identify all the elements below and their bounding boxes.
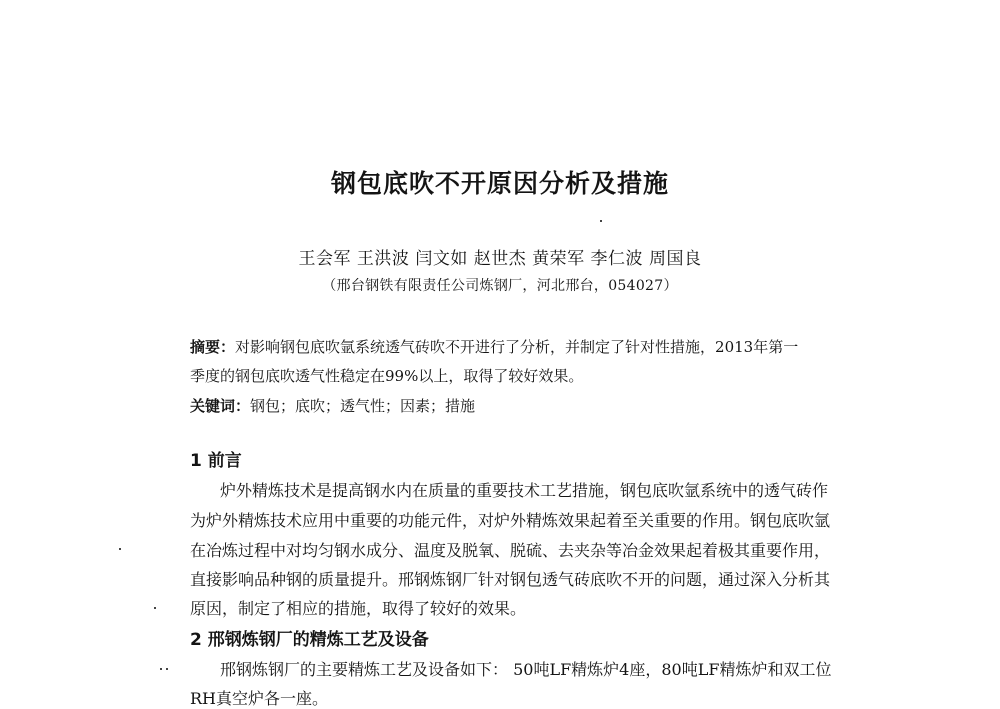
section-1-line: 为炉外精炼技术应用中重要的功能元件，对炉外精炼效果起着至关重要的作用。钢包底吹氩 <box>190 511 831 530</box>
section-1-line: 直接影响品种钢的质量提升。邢钢炼钢厂针对钢包透气砖底吹不开的问题，通过深入分析其 <box>190 570 831 589</box>
abstract-line-2: 季度的钢包底吹透气性稳定在99%以上，取得了较好效果。 <box>190 367 584 385</box>
section-1-line: 炉外精炼技术是提高钢水内在质量的重要技术工艺措施，钢包底吹氩系统中的透气砖作 <box>220 481 829 500</box>
scan-speck <box>154 607 156 609</box>
paper-title: 钢包底吹不开原因分析及措施 <box>330 169 669 198</box>
section-1-line: 原因，制定了相应的措施，取得了较好的效果。 <box>190 599 527 618</box>
section-1-line: 在冶炼过程中对均匀钢水成分、温度及脱氧、脱硫、去夹杂等冶金效果起着极其重要作用， <box>190 541 831 560</box>
section-2-heading: 2 邢钢炼钢厂的精炼工艺及设备 <box>190 630 429 650</box>
scan-speck <box>166 668 168 670</box>
scan-speck <box>600 220 602 222</box>
scan-speck <box>119 548 121 550</box>
keywords-text: 钢包；底吹；透气性；因素；措施 <box>250 397 476 415</box>
keywords-label: 关键词： <box>190 397 251 415</box>
abstract-text-1: 对影响钢包底吹氩系统透气砖吹不开进行了分析，并制定了针对性措施，2013年第一 <box>235 338 799 356</box>
section-2-line: 邢钢炼钢厂的主要精炼工艺及设备如下： 50吨LF精炼炉4座，80吨LF精炼炉和双工位 <box>220 660 832 679</box>
abstract-label: 摘要： <box>190 338 236 356</box>
section-2-line: RH真空炉各一座。 <box>190 689 329 708</box>
author-list: 王会军 王洪波 闫文如 赵世杰 黄荣军 李仁波 周国良 <box>298 249 702 269</box>
section-1-heading: 1 前言 <box>190 451 242 471</box>
scan-speck <box>160 668 162 670</box>
affiliation: （邢台钢铁有限责任公司炼钢厂，河北邢台，054027） <box>322 278 678 294</box>
keywords-line <box>190 395 820 416</box>
abstract-line-1 <box>190 336 820 357</box>
